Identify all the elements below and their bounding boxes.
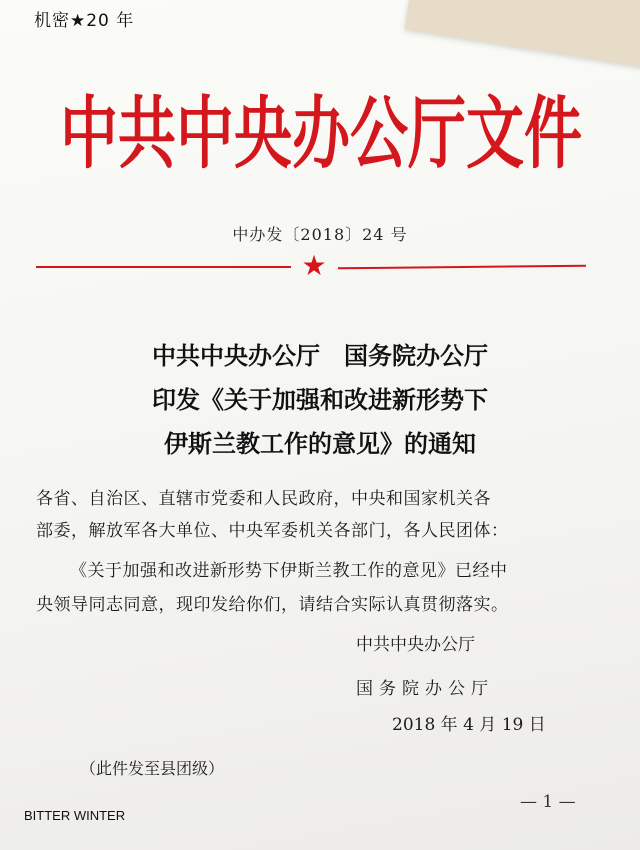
document-title-line: 伊斯兰教工作的意见》的通知 [164,430,476,458]
signatory: 国务院办公厅 [356,679,494,699]
body-text-line: 各省、自治区、直辖市党委和人民政府，中央和国家机关各 [36,489,491,509]
paper-corner [405,0,640,70]
body-text-line: 部委，解放军各大单位、中央军委机关各部门，各人民团体： [36,521,509,541]
distribution-note: （此件发至县团级） [80,759,225,778]
red-rule-right [338,265,586,270]
classification-mark: 机密★20 年 [34,11,135,31]
red-rule-left [36,266,291,268]
signatory: 中共中央办公厅 [356,635,475,655]
document-masthead: 中共中央办公厅文件 [60,87,583,180]
page-number: — 1 — [520,792,576,812]
document-date: 2018 年 4 月 19 日 [392,715,546,735]
body-text-line: 《关于加强和改进新形势下伊斯兰教工作的意见》已经中 [70,561,508,581]
document-title-line: 中共中央办公厅 国务院办公厅 [152,342,488,370]
document-number: 中办发〔2018〕24 号 [232,225,408,244]
red-star-icon: ★ [301,249,327,282]
document-title-line: 印发《关于加强和改进新形势下 [152,386,488,414]
body-text-line: 央领导同志同意，现印发给你们，请结合实际认真贯彻落实。 [36,595,509,615]
watermark-text: BITTER WINTER [24,808,126,823]
